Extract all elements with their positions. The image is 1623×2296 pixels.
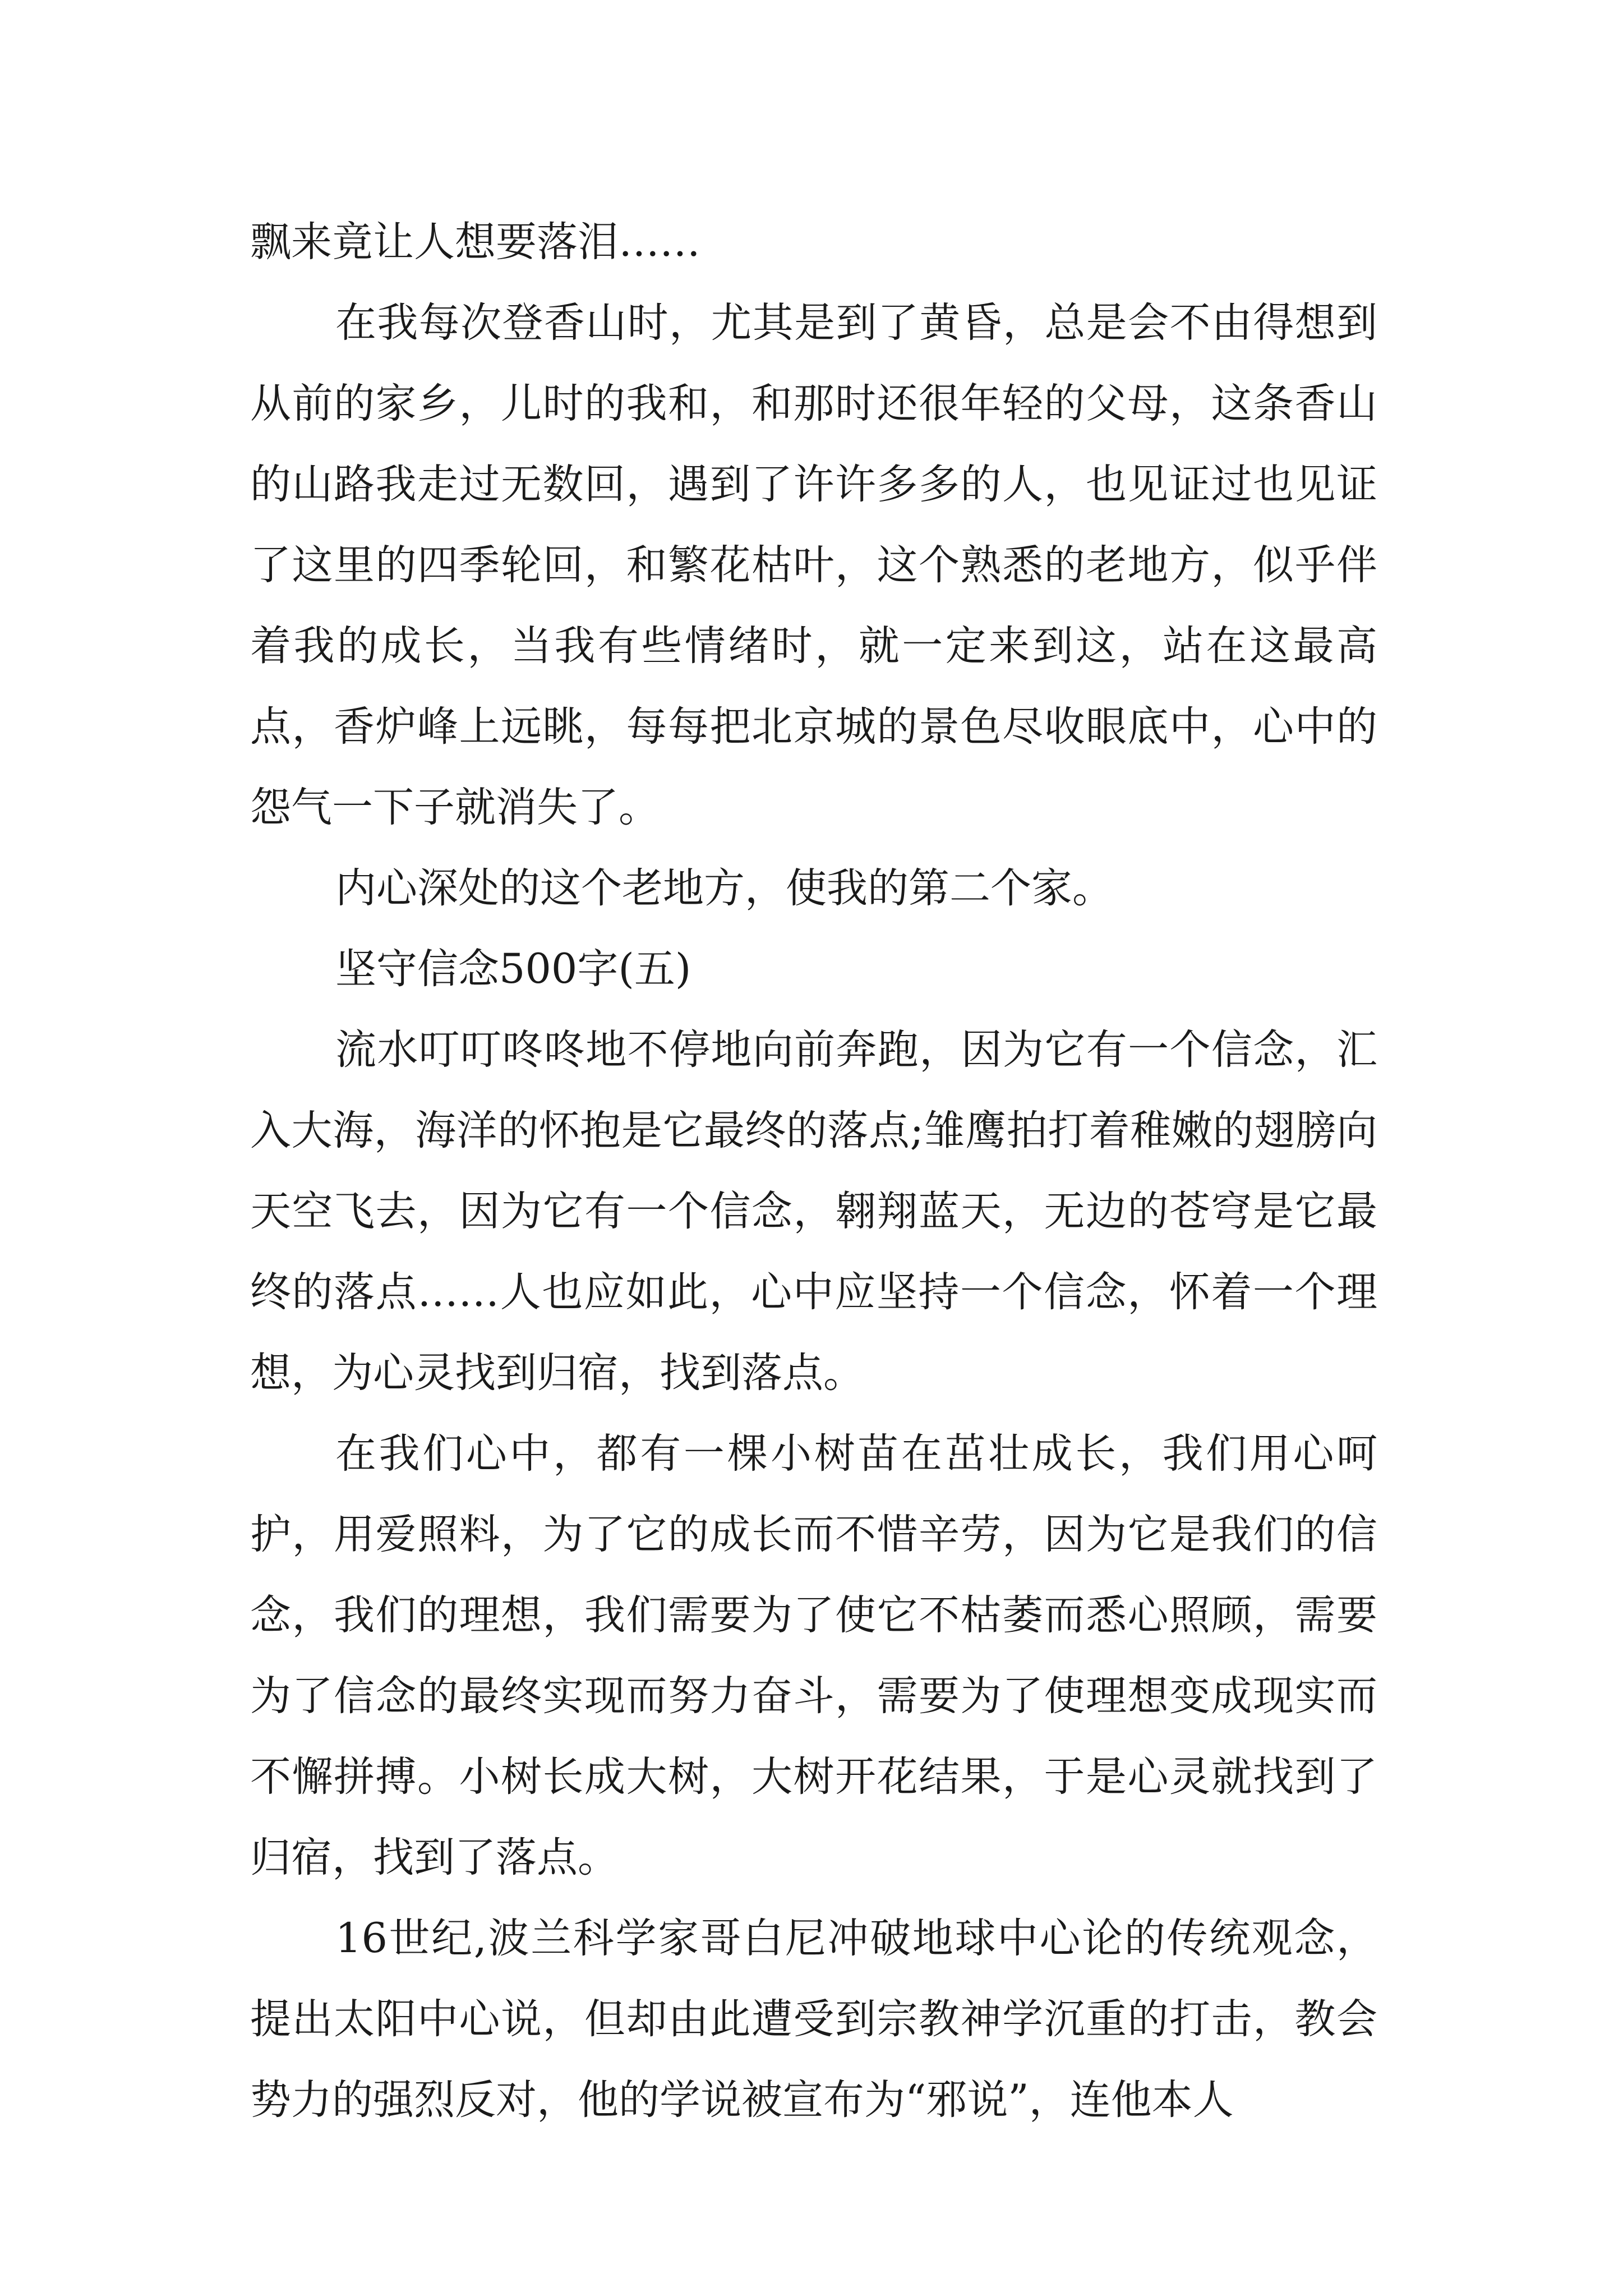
- section-heading: 坚守信念500字(五): [335, 945, 691, 993]
- paragraph: 在我们心中，都有一棵小树苗在茁壮成长，我们用心呵护，用爱照料，为了它的成长而不惜辛劳，因为它是我们的信念，我们的理想，我们需要为了使它不枯萎而悉心照顾，需要为了信念的最终实现而努力奋斗，需要为了使理想变成现实而不懈拼搏。小树长成大树，大树开花结果，于是心灵就找到了归宿，找到了落点。: [250, 1430, 1377, 1881]
- paragraph-continuation: 飘来竟让人想要落泪……: [250, 218, 700, 266]
- paragraph: 16世纪,波兰科学家哥白尼冲破地球中心论的传统观念，提出太阳中心说，但却由此遭受到宗教神学沉重的打击，教会势力的强烈反对，他的学说被宣布为“邪说”，连他本人: [250, 1915, 1377, 2124]
- paragraph: 流水叮叮咚咚地不停地向前奔跑，因为它有一个信念，汇入大海，海洋的怀抱是它最终的落点;雏鹰拍打着稚嫩的翅膀向天空飞去，因为它有一个信念，翱翔蓝天，无边的苍穹是它最终的落点……人也应如此，心中应坚持一个信念，怀着一个理想，为心灵找到归宿，找到落点。: [250, 1026, 1377, 1397]
- paragraph: 在我每次登香山时，尤其是到了黄昏，总是会不由得想到从前的家乡，儿时的我和，和那时还很年轻的父母，这条香山的山路我走过无数回，遇到了许许多多的人，也见证过也见证了这里的四季轮回，和繁花枯叶，这个熟悉的老地方，似乎伴着我的成长，当我有些情绪时，就一定来到这，站在这最高点，香炉峰上远眺，每每把北京城的景色尽收眼底中，心中的怨气一下子就消失了。: [250, 299, 1377, 831]
- paragraph: 内心深处的这个老地方，使我的第二个家。: [335, 864, 1113, 912]
- document-body: [250, 202, 1377, 2141]
